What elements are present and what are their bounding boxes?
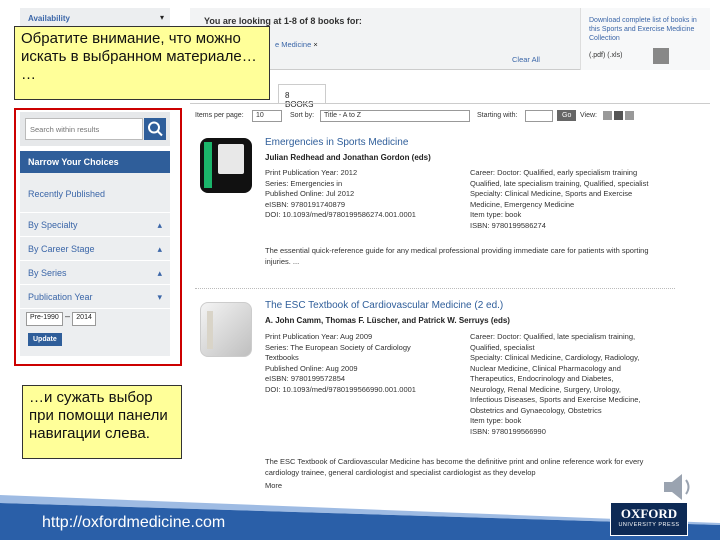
availability-label: Availability	[28, 14, 70, 23]
divider	[195, 288, 675, 289]
list-item	[195, 294, 715, 494]
year-to-select[interactable]: 2014	[72, 312, 96, 326]
sidebar-item-label: By Series	[28, 268, 67, 278]
items-per-page-select[interactable]: 10	[252, 110, 282, 122]
chevron-down-icon: ▾	[157, 292, 162, 302]
oxford-logo: OXFORD UNIVERSITY PRESS	[610, 502, 688, 536]
recent-label: Recently Published	[28, 189, 106, 199]
view-grid-icon[interactable]	[625, 111, 634, 120]
caret-icon: ▴	[157, 268, 162, 278]
view-list-icon[interactable]	[603, 111, 612, 120]
book-meta-left: Print Publication Year: Aug 2009 Series: The European Society of Cardiology Textbooks Published Online: Aug 2009 eISBN: 9780199572854 DOI: 10.1093/med/9780199566990.001.0001	[265, 332, 416, 394]
results-controls	[195, 110, 715, 124]
download-formats[interactable]: (.pdf) (.xls)	[589, 52, 623, 59]
caret-icon: ▴	[157, 220, 162, 230]
sort-label: Sort by:	[290, 112, 315, 119]
more-link[interactable]: More	[265, 481, 283, 490]
book-description: The ESC Textbook of Cardiovascular Medicine has become the definitive print and online reference work for every cardiology trainee, general cardiologist and specialist cardiologist as they develop	[265, 457, 644, 477]
tab-divider	[190, 103, 710, 104]
filter-label: e Medicine	[275, 40, 312, 49]
download-link[interactable]: Download complete list of books in this Sports and Exercise Medicine Collection	[589, 17, 697, 42]
book-cover	[200, 302, 252, 357]
items-per-page-label: Items per page:	[195, 112, 244, 119]
callout-bottom: …и сужать выбор при помощи панели навигации слева.	[22, 385, 182, 459]
view-label: View:	[580, 112, 597, 119]
share-icon[interactable]	[653, 48, 669, 64]
sidebar-item-label: By Specialty	[28, 220, 78, 230]
download-panel	[580, 8, 710, 70]
book-cover	[200, 138, 252, 193]
clear-all-link[interactable]: Clear All	[512, 55, 540, 64]
book-meta-left: Print Publication Year: 2012 Series: Emergencies in Published Online: Jul 2012 eISBN: 9780191740879 DOI: 10.1093/med/9780199586274.001.0001	[265, 168, 416, 219]
results-count: You are looking at 1-8 of 8 books for:	[204, 16, 362, 26]
book-description: The essential quick-reference guide for any medical professional providing immediate care for patients with sporting injuries. ...	[265, 246, 649, 266]
starting-with-label: Starting with:	[477, 112, 518, 119]
starting-with-input[interactable]	[525, 110, 553, 122]
go-button[interactable]: Go	[557, 110, 576, 121]
sidebar-item-label: By Career Stage	[28, 244, 95, 254]
narrow-choices-header: Narrow Your Choices	[20, 151, 170, 173]
book-meta-right: Career: Doctor: Qualified, early specialism training Qualified, late specialism training, Qualified, specialist Specialty: Clinical Medicine, Sports and Exercise Medicine, Emergency Medicine Item type: book ISBN: 9780199586274	[470, 168, 649, 230]
year-from-select[interactable]: Pre-1990	[26, 312, 63, 326]
close-icon: ×	[313, 40, 318, 49]
footer-bar	[0, 495, 720, 540]
book-title[interactable]: Emergencies in Sports Medicine	[265, 137, 409, 148]
sort-select[interactable]: Title - A to Z	[320, 110, 470, 122]
tab-books[interactable]: 8 BOOKS	[278, 84, 326, 104]
caret-icon: ▴	[157, 244, 162, 254]
footer-url[interactable]: http://oxfordmedicine.com	[42, 514, 226, 531]
update-button[interactable]: Update	[28, 333, 62, 346]
sidebar-item-label: Publication Year	[28, 292, 93, 302]
view-compact-icon[interactable]	[614, 111, 623, 120]
year-range: Pre-1990 – 2014	[26, 311, 96, 326]
list-item	[195, 130, 715, 295]
chevron-down-icon: ▾	[159, 13, 164, 22]
book-authors: A. John Camm, Thomas F. Lüscher, and Patrick W. Serruys (eds)	[265, 316, 510, 325]
book-meta-right: Career: Doctor: Qualified, late specialism training, Qualified, specialist Specialty: Clinical Medicine, Cardiology, Radiology, Nuclear Medicine, Clinical Pharmacology and Therapeutics, Endocrinology and Diabetes, Neurology, Renal Medicine, Surgery, Urology, Infectious Diseases, Sports and Exercise Medicine, Obstetrics and Gynaecology, Obstetrics Item type: book ISBN: 9780199566990	[470, 332, 641, 436]
active-filter[interactable]	[275, 40, 318, 49]
book-authors: Julian Redhead and Jonathan Gordon (eds)	[265, 153, 431, 162]
callout-top: Обратите внимание, что можно искать в выбранном материале… …	[14, 26, 270, 100]
highlight-box	[14, 108, 182, 366]
book-title[interactable]: The ESC Textbook of Cardiovascular Medicine (2 ed.)	[265, 300, 504, 311]
